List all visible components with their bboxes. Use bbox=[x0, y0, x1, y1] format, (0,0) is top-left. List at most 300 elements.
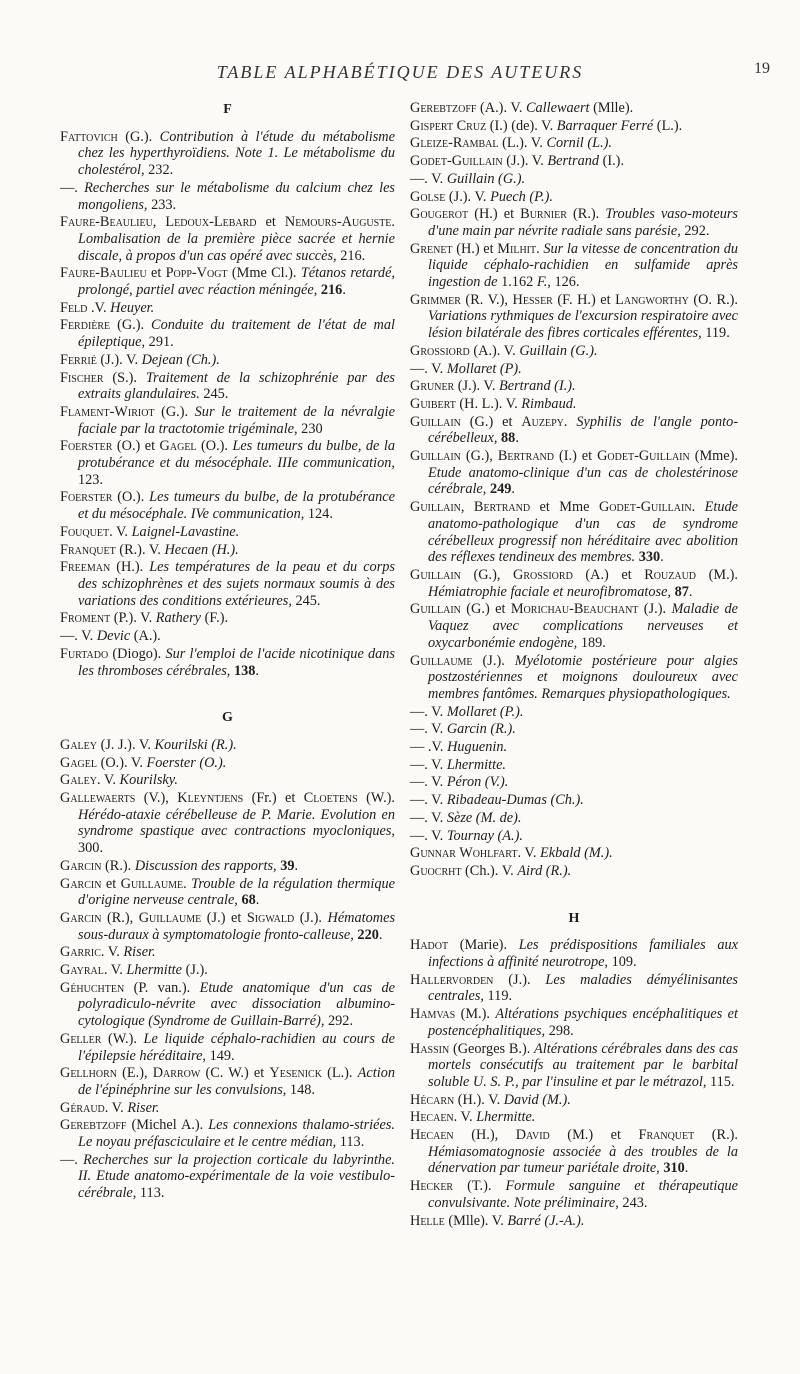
work-title: Discussion des rapports, bbox=[134, 857, 277, 874]
work-title: Myélotomie postérieure pour algies postzostériennes et moignons douloureux avec membres fantômes. Remarques physiopathologiques. bbox=[428, 652, 738, 702]
page-ref: 330 bbox=[638, 549, 661, 566]
entry-text: (J.). V. bbox=[445, 188, 491, 205]
page-ref: 216 bbox=[320, 282, 343, 299]
index-entry bbox=[410, 757, 738, 774]
entry-text: 216. bbox=[336, 247, 366, 264]
index-entry bbox=[60, 858, 395, 875]
work-title: Les maladies démyélinisantes centrales, bbox=[428, 971, 738, 1005]
work-title: Etude anatomo-pathologique d'un cas de syndrome cérébelleux progressif non héréditaire avec abolition des réflexes tendineux des membres. bbox=[428, 499, 738, 566]
work-title: Hérédo-ataxie cérébelleuse de P. Marie. Evolution en syndrome spastique avec contractions myocloniques, bbox=[78, 806, 395, 840]
author-name: Golse bbox=[410, 188, 446, 205]
author-name: Godet-Guillain bbox=[410, 153, 503, 170]
entry-text: (M.). bbox=[696, 566, 738, 583]
author-name: Fouquet bbox=[60, 523, 110, 540]
index-entry bbox=[410, 774, 738, 791]
author-name: Langworthy bbox=[615, 291, 689, 308]
entry-text: —. bbox=[60, 1151, 84, 1168]
entry-text: (G.). bbox=[154, 403, 195, 420]
author-name: Gleize-Rambal bbox=[410, 135, 499, 152]
author-name: Gerebtzoff bbox=[410, 100, 477, 116]
entry-text: 291. bbox=[145, 334, 174, 351]
work-title: Les prédispositions familiales aux infections à affinité neurotrope, bbox=[428, 937, 739, 971]
page-ref: 220 bbox=[357, 926, 379, 943]
entry-text: 109. bbox=[608, 954, 637, 971]
author-name: Guillain bbox=[410, 413, 461, 430]
entry-text: 148. bbox=[286, 1081, 315, 1098]
entry-text: (G.) et bbox=[460, 413, 522, 430]
author-name: Grenet bbox=[410, 240, 453, 257]
work-title: Syphilis de l'angle ponto-cérébelleux, bbox=[428, 413, 738, 447]
author-name: Furtado bbox=[60, 645, 109, 662]
entry-text: (J.). V. bbox=[454, 378, 499, 395]
entry-text: (J.) et bbox=[201, 909, 247, 926]
entry-text: —. V. bbox=[410, 360, 447, 377]
author-name: Grossiord bbox=[410, 342, 470, 359]
entry-text: (P. van.). bbox=[124, 979, 200, 996]
author-name: Fattovich bbox=[60, 128, 118, 145]
entry-text: et bbox=[101, 875, 121, 892]
author-name: Géraud bbox=[60, 1099, 105, 1116]
entry-text: —. V. bbox=[410, 721, 447, 738]
entry-text: . bbox=[660, 549, 664, 566]
work-title: Lombalisation de la première pièce sacrée et hernie discale, à propos d'un cas opéré avec succès, bbox=[78, 230, 395, 264]
author-name: Faure-Baulieu bbox=[60, 265, 147, 282]
index-entry bbox=[410, 1109, 738, 1126]
index-entry bbox=[410, 396, 738, 413]
work-title: Etude anatomo-clinique d'un cas de cholestérinose cérébrale, bbox=[428, 464, 738, 498]
author-name: Gougerot bbox=[410, 206, 469, 223]
entry-text: . bbox=[563, 413, 577, 430]
page-ref: 88 bbox=[501, 430, 516, 447]
entry-text: 115. bbox=[706, 1073, 735, 1090]
entry-text: et bbox=[256, 214, 285, 231]
author-name: Nemours-Auguste bbox=[284, 214, 392, 231]
entry-text: (J.). V. bbox=[502, 153, 548, 170]
entry-text: (J. J.). V. bbox=[97, 736, 155, 753]
entry-text: 119. bbox=[483, 988, 513, 1005]
entry-text: (Michel A.). bbox=[126, 1117, 209, 1134]
entry-text: (H.). V. bbox=[454, 1091, 504, 1108]
author-name: Guillain bbox=[410, 448, 461, 465]
entry-text: 298. bbox=[545, 1022, 574, 1039]
entry-text: (V.), bbox=[135, 790, 178, 807]
index-entry bbox=[410, 414, 738, 447]
entry-text: (G.). bbox=[110, 317, 152, 334]
entry-text: (Mlle). V. bbox=[444, 1212, 508, 1229]
entry-text: et Mme bbox=[530, 499, 599, 516]
entry-text: (A.) et bbox=[572, 566, 645, 583]
entry-text: .V. bbox=[87, 299, 111, 316]
entry-text: 245. bbox=[291, 592, 321, 609]
entry-text: (H.). bbox=[110, 559, 150, 576]
index-entry bbox=[410, 810, 738, 827]
author-name: Guillaume bbox=[120, 875, 184, 892]
work-title: Mollaret (P.). bbox=[446, 703, 524, 720]
entry-text: (F.). bbox=[201, 610, 229, 627]
page-ref: 87 bbox=[674, 583, 689, 600]
entry-text: . bbox=[684, 1160, 689, 1177]
entry-text: (J.). bbox=[493, 971, 546, 988]
entry-text: 232. bbox=[144, 162, 174, 179]
index-entry bbox=[410, 739, 738, 756]
entry-text: . bbox=[294, 857, 299, 874]
work-title: Barraquer Ferré bbox=[556, 117, 654, 134]
index-entry bbox=[60, 1065, 395, 1098]
author-name: Guillain bbox=[410, 601, 461, 618]
author-name: Bertrand bbox=[497, 448, 554, 465]
author-name: Sigwald bbox=[246, 909, 295, 926]
index-entry bbox=[410, 601, 738, 651]
work-title: Sur la vitesse de concentration du liquide céphalo-rachidien en sulfamide après ingestion de bbox=[428, 240, 738, 291]
index-entry bbox=[410, 937, 738, 970]
work-title: Les températures de la peau et du corps des schizophrènes et des sujets normaux soumis à des variations des conditions extérieures, bbox=[78, 559, 395, 609]
entry-text: . V. bbox=[103, 962, 127, 979]
author-name: Guibert bbox=[410, 395, 456, 412]
index-entry bbox=[410, 153, 738, 170]
author-name: Popp-Vogt bbox=[165, 265, 228, 282]
entry-text: et bbox=[146, 265, 166, 282]
author-name: Kleyntjens bbox=[177, 790, 244, 807]
index-entry bbox=[410, 845, 738, 862]
index-entry bbox=[410, 361, 738, 378]
page-ref: 68 bbox=[241, 892, 256, 909]
index-entry bbox=[410, 100, 738, 117]
index-entry bbox=[60, 180, 395, 213]
entry-text: . V. bbox=[453, 1109, 477, 1126]
work-title: Les tumeurs du bulbe, de la protubérance et du mésocéphale. IIIe communication, bbox=[78, 438, 395, 472]
entry-text: (G.), bbox=[460, 566, 514, 583]
entry-text: (O.) et bbox=[112, 438, 160, 455]
entry-text: (A.). bbox=[130, 628, 161, 645]
author-name: Guillaume bbox=[138, 909, 202, 926]
entry-text: . bbox=[391, 214, 395, 231]
entry-text: . bbox=[515, 430, 519, 447]
author-name: Hallervorden bbox=[410, 971, 494, 988]
author-name: Garcin bbox=[60, 875, 102, 892]
author-name: Gagel bbox=[159, 438, 197, 455]
author-name: Galey bbox=[60, 736, 97, 753]
work-title: Rimbaud. bbox=[521, 395, 577, 412]
author-name: Guillaume bbox=[410, 652, 473, 669]
work-title: Dejean (Ch.). bbox=[141, 351, 220, 368]
entry-text: (O.). bbox=[196, 438, 233, 455]
index-entry bbox=[410, 1178, 738, 1211]
author-name: Gruner bbox=[410, 378, 455, 395]
page-ref: 138 bbox=[233, 662, 256, 679]
entry-text: (S.). bbox=[103, 369, 146, 386]
entry-text: (I.) (de). V. bbox=[486, 117, 557, 134]
index-entry bbox=[60, 755, 395, 772]
work-title: Lhermitte. bbox=[446, 756, 506, 773]
author-name: Guillain, Bertrand bbox=[410, 499, 531, 516]
work-title: Puech (P.). bbox=[490, 188, 553, 205]
author-name: Géhuchten bbox=[60, 979, 125, 996]
entry-text: 230 bbox=[297, 420, 323, 437]
work-title: Sèze (M. de). bbox=[446, 809, 522, 826]
work-title: Tétanos retardé, prolongé, partiel avec réaction méningée, bbox=[78, 265, 395, 299]
entry-text: (W.). bbox=[101, 1030, 144, 1047]
author-name: Morichau-Beauchant bbox=[510, 601, 639, 618]
work-title: Riser. bbox=[123, 944, 156, 961]
entry-text: —. V. bbox=[410, 756, 447, 773]
author-name: Fischer bbox=[60, 369, 104, 386]
work-title: Altérations cérébrales dans des cas mortels consécutifs au traitement par le barbital soluble U. S. P., par l'insuline et par le métrazol, bbox=[428, 1040, 739, 1090]
author-name: Ferdière bbox=[60, 317, 111, 334]
entry-text: (Fr.) et bbox=[243, 790, 304, 807]
author-name: Auzepy bbox=[521, 413, 564, 430]
work-title: Les connexions thalamo-striées. Le noyau préfasciculaire et le centre médian, bbox=[78, 1117, 395, 1151]
entry-text: 123. bbox=[78, 471, 104, 488]
entry-text: (J.). V. bbox=[96, 351, 142, 368]
entry-text: (Marie). bbox=[448, 937, 519, 954]
work-title: Lhermitte bbox=[126, 962, 182, 979]
entry-text: —. V. bbox=[410, 170, 447, 187]
author-name: Hesser bbox=[512, 291, 553, 308]
entry-text: 113. bbox=[136, 1185, 165, 1202]
index-entry bbox=[410, 292, 738, 342]
index-entry bbox=[60, 790, 395, 857]
work-title: F., bbox=[536, 274, 551, 291]
index-entry bbox=[410, 567, 738, 600]
work-title: Contribution à l'étude du métabolisme chez les hyperthyroïdiens. Note 1. Le métabolisme du cholestérol, bbox=[78, 128, 395, 179]
work-title: Ribadeau-Dumas (Ch.). bbox=[446, 792, 584, 809]
author-name: Hadot bbox=[410, 937, 449, 954]
entry-text: 1.162 bbox=[497, 274, 537, 291]
entry-text: 292. bbox=[324, 1013, 354, 1030]
index-entry bbox=[60, 628, 395, 645]
entry-text: 292. bbox=[680, 222, 710, 239]
work-title: Barré (J.-A.). bbox=[507, 1212, 585, 1229]
section-letter: G bbox=[222, 710, 233, 726]
index-entry bbox=[60, 559, 395, 609]
index-entry bbox=[60, 370, 395, 403]
entry-text: (A.). V. bbox=[469, 342, 520, 359]
index-entry bbox=[410, 828, 738, 845]
author-name: Gerebtzoff bbox=[60, 1117, 127, 1134]
work-title: Altérations psychiques encéphalitiques et postencéphalitiques, bbox=[428, 1006, 739, 1039]
index-entry bbox=[60, 489, 395, 522]
author-name: Franquet bbox=[60, 541, 116, 558]
work-title: Péron (V.). bbox=[446, 774, 509, 791]
page-number: 19 bbox=[754, 60, 770, 77]
entry-text: 126. bbox=[550, 274, 580, 291]
work-title: Trouble de la régulation thermique d'origine nerveuse centrale, bbox=[78, 875, 395, 909]
work-title: Bertrand (I.). bbox=[498, 378, 576, 395]
work-title: Etude anatomique d'un cas de polyradiculo-névrite avec dissociation albumino-cytologique (Syndrome de Guillain-Barré), bbox=[78, 979, 395, 1030]
entry-text: (G.). bbox=[117, 128, 160, 145]
right-column bbox=[410, 100, 738, 1230]
work-title: Kourilski (R.). bbox=[154, 736, 237, 753]
index-entry bbox=[60, 1100, 395, 1117]
entry-text: (Mlle). bbox=[589, 100, 634, 116]
work-title: Bertrand bbox=[547, 153, 600, 170]
section-letter: H bbox=[568, 910, 580, 926]
author-name: David bbox=[515, 1127, 550, 1144]
author-name: Garric bbox=[60, 944, 101, 961]
entry-text: (H.) et bbox=[468, 206, 521, 223]
author-name: Guocrht bbox=[410, 862, 462, 879]
work-title: Les tumeurs du bulbe, de la protubérance et du mésocéphale. IVe communication, bbox=[78, 489, 395, 523]
author-name: Godet-Guillain bbox=[598, 499, 692, 516]
entry-text: (H.), bbox=[453, 1127, 516, 1144]
entry-text: . V. bbox=[104, 1099, 128, 1116]
work-title: Aird (R.). bbox=[517, 862, 572, 879]
work-title: Traitement de la schizophrénie par des extraits glandulaires. bbox=[78, 369, 395, 403]
author-name: Hassin bbox=[410, 1040, 450, 1057]
index-entry bbox=[410, 704, 738, 721]
work-title: Rathery bbox=[155, 610, 202, 627]
author-name: Galey bbox=[60, 772, 97, 789]
entry-text: . bbox=[688, 583, 693, 600]
entry-text: —. V. bbox=[410, 792, 447, 809]
entry-text: (J.). bbox=[182, 962, 208, 979]
work-title: Devic bbox=[96, 628, 131, 645]
work-title: Callewaert bbox=[525, 100, 590, 116]
section-letter: F bbox=[223, 102, 232, 117]
entry-text: —. V. bbox=[410, 703, 447, 720]
entry-text: (F. H.) et bbox=[552, 291, 616, 308]
index-entry bbox=[60, 542, 395, 559]
page-ref: 310 bbox=[663, 1160, 685, 1177]
entry-text: (R.), bbox=[101, 909, 139, 926]
author-name: Geller bbox=[60, 1030, 102, 1047]
index-entry bbox=[60, 300, 395, 317]
work-title: Hémiasomatognosie associée à des troubles de la dénervation par tumeur pariétale droite, bbox=[428, 1143, 738, 1177]
entry-text: (L.). V. bbox=[498, 135, 547, 152]
index-entry bbox=[60, 438, 395, 488]
section-gap bbox=[410, 881, 738, 909]
entry-text: (R.). bbox=[694, 1127, 738, 1144]
author-name: Gellhorn bbox=[60, 1065, 117, 1082]
work-title: Kourilsky. bbox=[119, 772, 178, 789]
entry-text: . V. bbox=[109, 523, 132, 540]
author-name: Gispert Cruz bbox=[410, 117, 487, 134]
author-name: Ferrié bbox=[60, 351, 97, 368]
entry-text: (R.). bbox=[101, 857, 135, 874]
entry-text: (J.). bbox=[294, 909, 328, 926]
work-title: Variations rythmiques de l'excursion respiratoire avec lésion bilatérale des fibres corticales efférentes, bbox=[428, 308, 738, 342]
section-gap bbox=[60, 680, 395, 708]
author-name: Foerster bbox=[60, 438, 113, 455]
index-entry bbox=[60, 646, 395, 679]
index-entry bbox=[410, 343, 738, 360]
author-name: Godet-Guillain bbox=[597, 448, 690, 465]
entry-text: (R.). V. bbox=[115, 541, 165, 558]
entry-text: 149. bbox=[206, 1047, 235, 1064]
author-name: Hecaen bbox=[410, 1127, 454, 1144]
author-name: Gayral bbox=[60, 962, 104, 979]
running-title: TABLE ALPHABÉTIQUE DES AUTEURS bbox=[216, 62, 584, 82]
index-entry bbox=[60, 610, 395, 627]
author-name: Hecaen bbox=[410, 1109, 454, 1126]
author-name: Gunnar Wohlfart bbox=[410, 845, 518, 862]
entry-text: . bbox=[255, 892, 260, 909]
work-title: Heuyer. bbox=[110, 299, 155, 316]
entry-text: 113. bbox=[336, 1134, 365, 1151]
author-name: Garcin bbox=[60, 857, 102, 874]
index-entry bbox=[410, 206, 738, 239]
work-title: Le liquide céphalo-rachidien au cours de l'épilepsie héréditaire, bbox=[78, 1030, 395, 1064]
work-title: Sur l'emploi de l'acide nicotinique dans les thromboses cérébrales, bbox=[78, 645, 395, 679]
author-name: Flament-Wiriot bbox=[60, 403, 155, 420]
work-title: Laignel-Lavastine. bbox=[131, 523, 240, 540]
entry-text: (O. R.). bbox=[688, 291, 738, 308]
entry-text: 189. bbox=[577, 634, 606, 651]
entry-text: (Ch.). V. bbox=[461, 862, 518, 879]
entry-text: (O.). bbox=[112, 489, 150, 506]
entry-text: 243. bbox=[618, 1194, 648, 1211]
entry-text: (J.). bbox=[638, 601, 672, 618]
entry-text: (H. L.). V. bbox=[455, 395, 522, 412]
index-entry bbox=[60, 1152, 395, 1202]
entry-text: . V. bbox=[97, 772, 120, 789]
page-ref: 39 bbox=[280, 857, 295, 874]
index-entry bbox=[60, 524, 395, 541]
author-name: Freeman bbox=[60, 559, 111, 576]
index-entry bbox=[410, 792, 738, 809]
entry-text: . bbox=[183, 875, 192, 892]
left-column bbox=[60, 100, 395, 1203]
index-entry bbox=[60, 317, 395, 350]
page-ref: 249 bbox=[489, 481, 512, 498]
author-name: Feld bbox=[60, 299, 88, 316]
entry-text: (Diogo). bbox=[108, 645, 166, 662]
index-entry bbox=[410, 1041, 738, 1091]
author-name: Cloetens bbox=[303, 790, 358, 807]
index-entry bbox=[60, 129, 395, 179]
entry-text: (I.) et bbox=[554, 448, 598, 465]
index-entry bbox=[60, 980, 395, 1030]
entry-text: (L.). bbox=[321, 1065, 358, 1082]
author-name: Franquet bbox=[638, 1127, 695, 1144]
entry-text: —. V. bbox=[410, 809, 447, 826]
entry-text: . V. bbox=[100, 944, 124, 961]
author-name: Garcin bbox=[60, 909, 102, 926]
index-entry bbox=[410, 1092, 738, 1109]
author-name: Helle bbox=[410, 1212, 445, 1229]
entry-text: 245. bbox=[199, 386, 229, 403]
entry-text: (Mme Cl.). bbox=[227, 265, 301, 282]
index-entry bbox=[410, 1127, 738, 1177]
work-title: Maladie de Vaquez avec complications nerveuses et oxycarbonémie endogène, bbox=[428, 601, 738, 651]
index-entry bbox=[60, 404, 395, 437]
work-title: Guillain (G.). bbox=[446, 170, 526, 187]
entry-text: (L.). bbox=[653, 117, 683, 134]
entry-text: . bbox=[511, 481, 515, 498]
index-entry bbox=[60, 1117, 395, 1150]
work-title: Sur le traitement de la névralgie faciale par la tractotomie trigéminale, bbox=[78, 403, 395, 437]
work-title: Hecaen (H.). bbox=[164, 541, 239, 558]
entry-text: (T.). bbox=[453, 1178, 506, 1195]
entry-text: (G.) et bbox=[460, 601, 511, 618]
entry-text: (A.). V. bbox=[476, 100, 526, 116]
author-name: Hecker bbox=[410, 1178, 454, 1195]
index-entry bbox=[410, 721, 738, 738]
index-entry bbox=[60, 962, 395, 979]
work-title: Hémiatrophie faciale et neurofibromatose, bbox=[428, 583, 672, 600]
index-entry bbox=[410, 378, 738, 395]
index-entry bbox=[410, 1213, 738, 1230]
index-entry bbox=[410, 1006, 738, 1039]
index-entry bbox=[410, 241, 738, 291]
work-title: Ekbald (M.). bbox=[540, 845, 613, 862]
entry-text: (J.). bbox=[472, 652, 515, 669]
entry-text: (O.). V. bbox=[97, 754, 147, 771]
work-title: Troubles vaso-moteurs d'une main par névrite radiale sans parésie, bbox=[428, 206, 739, 239]
entry-text: — .V. bbox=[410, 739, 448, 756]
work-title: Conduite du traitement de l'état de mal épileptique, bbox=[78, 317, 395, 351]
author-name: Hécarn bbox=[410, 1091, 455, 1108]
